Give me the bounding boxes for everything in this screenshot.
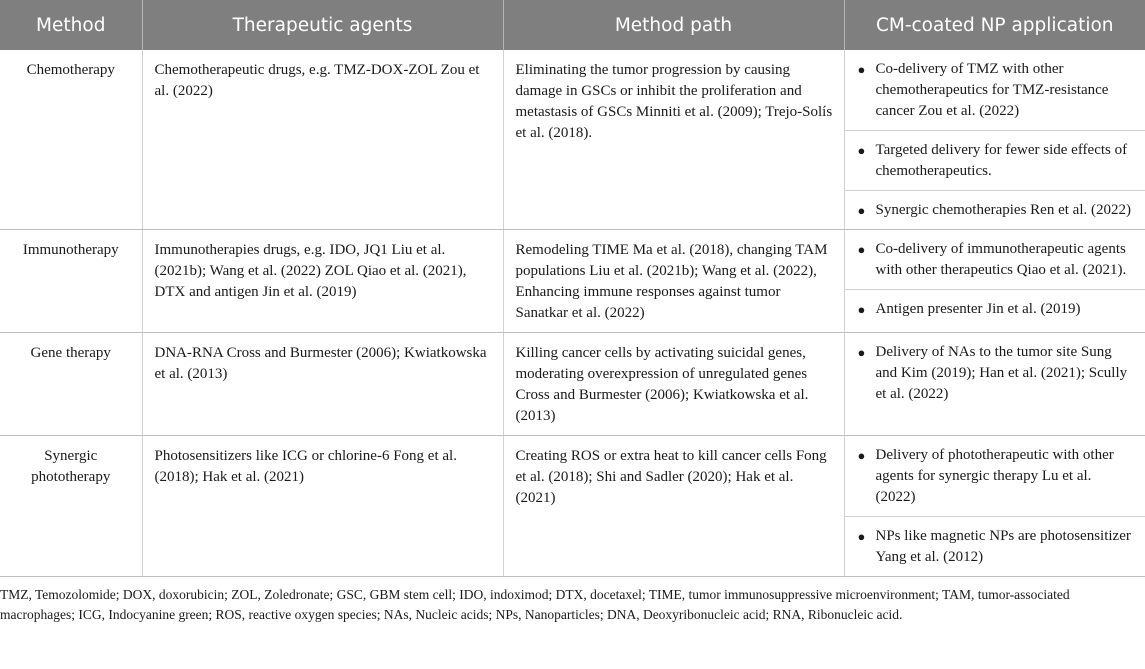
- application-text: Co-delivery of TMZ with other chemotherapeutics for TMZ-resistance cancer Zou et al. (2022): [875, 61, 1109, 119]
- method-cell: Chemotherapy: [0, 50, 142, 230]
- agents-cell: DNA-RNA Cross and Burmester (2006); Kwiatkowska et al. (2013): [142, 333, 503, 436]
- application-item: [845, 131, 1145, 191]
- application-text: Synergic chemotherapies Ren et al. (2022): [875, 202, 1131, 218]
- application-cell: [844, 436, 1145, 577]
- method-cell: Synergic phototherapy: [0, 436, 142, 577]
- header-method-path: Method path: [503, 0, 844, 50]
- table-header: [0, 0, 1145, 50]
- path-cell: Creating ROS or extra heat to kill cancer cells Fong et al. (2018); Shi and Sadler (2020); Hak et al. (2021): [503, 436, 844, 577]
- method-cell: Gene therapy: [0, 333, 142, 436]
- method-cell: Immunotherapy: [0, 230, 142, 333]
- path-cell: Killing cancer cells by activating suicidal genes, moderating overexpression of unregulated genes Cross and Burmester (2006); Kwiatkowska et al. (2013): [503, 333, 844, 436]
- agents-cell: Immunotherapies drugs, e.g. IDO, JQ1 Liu et al. (2021b); Wang et al. (2022) ZOL Qiao et al. (2021), DTX and antigen Jin et al. (2019): [142, 230, 503, 333]
- path-cell: Eliminating the tumor progression by causing damage in GSCs or inhibit the proliferation and metastasis of GSCs Minniti et al. (2009); Trejo-Solís et al. (2018).: [503, 50, 844, 230]
- table-body: [0, 50, 1145, 577]
- application-text: Delivery of phototherapeutic with other agents for synergic therapy Lu et al. (2022): [875, 447, 1114, 505]
- table-row: [0, 50, 1145, 230]
- application-item: [845, 191, 1145, 229]
- application-text: Delivery of NAs to the tumor site Sung and Kim (2019); Han et al. (2021); Scully et al. (2022): [875, 344, 1128, 402]
- application-item: [845, 333, 1145, 413]
- table-row: [0, 333, 1145, 436]
- application-item: [845, 517, 1145, 576]
- bullet-icon: ●: [857, 529, 866, 544]
- application-item: [845, 50, 1145, 131]
- table-row: [0, 230, 1145, 333]
- application-text: Co-delivery of immunotherapeutic agents with other therapeutics Qiao et al. (2021).: [875, 241, 1127, 278]
- application-text: Antigen presenter Jin et al. (2019): [875, 301, 1081, 317]
- application-text: Targeted delivery for fewer side effects of chemotherapeutics.: [875, 142, 1128, 179]
- header-row: [0, 0, 1145, 50]
- application-text: NPs like magnetic NPs are photosensitizer Yang et al. (2012): [875, 528, 1131, 565]
- bullet-icon: ●: [857, 203, 866, 218]
- agents-cell: Photosensitizers like ICG or chlorine-6 Fong et al. (2018); Hak et al. (2021): [142, 436, 503, 577]
- path-cell: Remodeling TIME Ma et al. (2018), changing TAM populations Liu et al. (2021b); Wang et al. (2022), Enhancing immune responses against tumor Sanatkar et al. (2022): [503, 230, 844, 333]
- bullet-icon: ●: [857, 242, 866, 257]
- bullet-icon: ●: [857, 345, 866, 360]
- bullet-icon: ●: [857, 62, 866, 77]
- table-footnote: TMZ, Temozolomide; DOX, doxorubicin; ZOL, Zoledronate; GSC, GBM stem cell; IDO, indoximod; DTX, docetaxel; TIME, tumor immunosuppressive microenvironment; TAM, tumor-associated macrophages; ICG, Indocyanine green; ROS, reactive oxygen species; NAs, Nucleic acids; NPs, Nanoparticles; DNA, Deoxyribonucleic acid; RNA, Ribonucleic acid.: [0, 587, 1070, 622]
- table-row: [0, 436, 1145, 577]
- bullet-icon: ●: [857, 302, 866, 317]
- application-item: [845, 290, 1145, 328]
- header-therapeutic-agents: Therapeutic agents: [142, 0, 503, 50]
- application-item: [845, 436, 1145, 517]
- header-method: Method: [0, 0, 142, 50]
- agents-cell: Chemotherapeutic drugs, e.g. TMZ-DOX-ZOL Zou et al. (2022): [142, 50, 503, 230]
- application-cell: [844, 50, 1145, 230]
- header-cm-coated-np-application: CM-coated NP application: [844, 0, 1145, 50]
- bullet-icon: ●: [857, 448, 866, 463]
- application-cell: [844, 230, 1145, 333]
- application-item: [845, 230, 1145, 290]
- bullet-icon: ●: [857, 143, 866, 158]
- application-cell: [844, 333, 1145, 436]
